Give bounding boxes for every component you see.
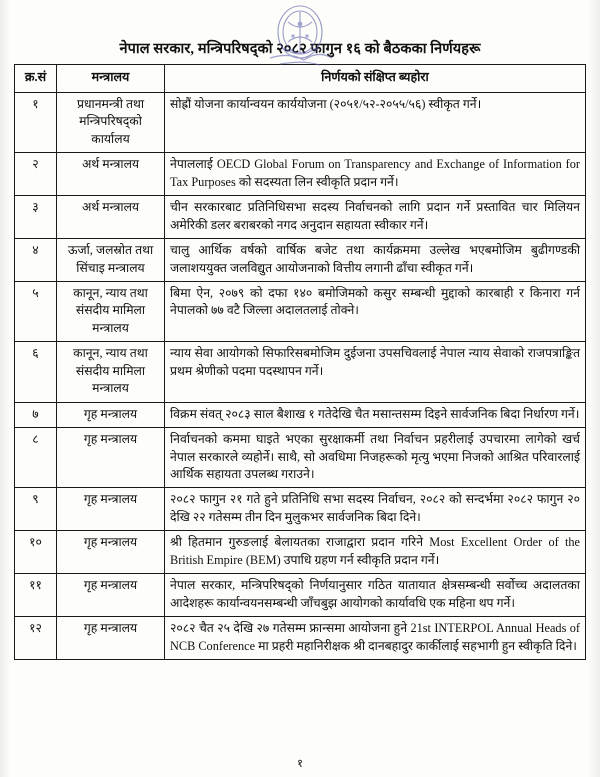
row-decision: विक्रम संवत् २०८३ साल बैशाख १ गतेदेखि चैत मसान्तसम्म दिइने सार्वजनिक बिदा निर्धारण गर्ने। — [165, 402, 586, 427]
row-decision: २०८२ फागुन २१ गते हुने प्रतिनिधि सभा सदस्य निर्वाचन, २०८२ को सन्दर्भमा २०८२ फागुन २० देखि २२ गतेसम्म तीन दिन मुलुकभर सार्वजनिक बिदा दिने। — [165, 488, 586, 531]
row-ministry: गृह मन्त्रालय — [57, 574, 165, 617]
table-row — [15, 428, 586, 488]
table-row — [15, 617, 586, 660]
row-serial: ८ — [15, 428, 57, 488]
column-header-ministry: मन्त्रालय — [57, 65, 165, 93]
row-decision: न्याय सेवा आयोगको सिफारिसबमोजिम दुईजना उपसचिवलाई नेपाल न्याय सेवाको राजपत्राङ्कित प्रथम श्रेणीको पदमा पदस्थापन गर्ने। — [165, 342, 586, 402]
decisions-table — [14, 64, 586, 660]
row-ministry: ऊर्जा, जलस्रोत तथा सिंचाइ मन्त्रालय — [57, 239, 165, 282]
row-ministry: अर्थ मन्त्रालय — [57, 153, 165, 196]
row-ministry: गृह मन्त्रालय — [57, 488, 165, 531]
row-serial: ११ — [15, 574, 57, 617]
table-row — [15, 92, 586, 152]
row-serial: ५ — [15, 281, 57, 341]
row-decision: चालु आर्थिक वर्षको वार्षिक बजेट तथा कार्यक्रममा उल्लेख भएबमोजिम बुढीगण्डकी जलाशययुक्त जलविद्युत आयोजनाको वित्तीय लगानी ढाँचा स्वीकृत गर्ने। — [165, 239, 586, 282]
row-serial: ९ — [15, 488, 57, 531]
row-decision: नेपाल सरकार, मन्त्रिपरिषद्को निर्णयानुसार गठित यातायात क्षेत्रसम्बन्धी सर्वोच्च अदालतका आदेशहरू कार्यान्वयनसम्बन्धी जाँचबुझ आयोगको कार्यावधि एक महिना थप गर्ने। — [165, 574, 586, 617]
row-serial: ६ — [15, 342, 57, 402]
table-row — [15, 239, 586, 282]
table-row — [15, 402, 586, 427]
table-row — [15, 153, 586, 196]
row-decision: निर्वाचनको कममा घाइते भएका सुरक्षाकर्मी तथा निर्वाचन प्रहरीलाई उपचारमा लागेको खर्च नेपाल सरकारले व्यहोर्ने। साथै, सो अवधिमा निजहरूको मृत्यु भएमा निजको आश्रित परिवारलाई आर्थिक सहायता उपलब्ध गराउने। — [165, 428, 586, 488]
table-row — [15, 342, 586, 402]
table-row — [15, 531, 586, 574]
row-ministry: गृह मन्त्रालय — [57, 531, 165, 574]
column-header-decision: निर्णयको संक्षिप्त ब्यहोरा — [165, 65, 586, 93]
row-decision: श्री हितमान गुरुङलाई बेलायतका राजाद्वारा प्रदान गरिने Most Excellent Order of the British Empire (BEM) उपाधि ग्रहण गर्न स्वीकृति प्रदान गर्ने। — [165, 531, 586, 574]
table-row — [15, 488, 586, 531]
row-ministry: अर्थ मन्त्रालय — [57, 196, 165, 239]
page-title: नेपाल सरकार, मन्त्रिपरिषद्को २०८२ फागुन १६ को बैठकका निर्णयहरू — [119, 41, 481, 57]
row-serial: २ — [15, 153, 57, 196]
table-row — [15, 196, 586, 239]
row-serial: १२ — [15, 617, 57, 660]
table-row — [15, 574, 586, 617]
table-header-row — [15, 65, 586, 93]
row-decision: नेपाललाई OECD Global Forum on Transparency and Exchange of Information for Tax Purposes को सदस्यता लिन स्वीकृति प्रदान गर्ने। — [165, 153, 586, 196]
row-serial: १० — [15, 531, 57, 574]
row-decision: २०८२ चैत २५ देखि २७ गतेसम्म फ्रान्समा आयोजना हुने 21st INTERPOL Annual Heads of NCB Conference मा प्रहरी महानिरीक्षक श्री दानबहादुर कार्कीलाई सहभागी हुन स्वीकृति दिने। — [165, 617, 586, 660]
row-ministry: कानून, न्याय तथा संसदीय मामिला मन्त्रालय — [57, 342, 165, 402]
column-header-serial: क्र.सं — [15, 65, 57, 93]
row-serial: ७ — [15, 402, 57, 427]
row-ministry: गृह मन्त्रालय — [57, 428, 165, 488]
row-decision: बिमा ऐन, २०७९ को दफा १४० बमोजिमको कसुर सम्बन्धी मुद्दाको कारबाही र किनारा गर्न नेपालको ७७ वटै जिल्ला अदालतलाई तोक्ने। — [165, 281, 586, 341]
page-number: १ — [297, 758, 303, 770]
row-decision: चीन सरकारबाट प्रतिनिधिसभा सदस्य निर्वाचनको लागि प्रदान गर्ने प्रस्तावित चार मिलियन अमेरिकी डलर बराबरको नगद अनुदान सहायता स्वीकार गर्ने। — [165, 196, 586, 239]
row-ministry: कानून, न्याय तथा संसदीय मामिला मन्त्रालय — [57, 281, 165, 341]
row-ministry: गृह मन्त्रालय — [57, 617, 165, 660]
table-row — [15, 281, 586, 341]
row-serial: १ — [15, 92, 57, 152]
row-decision: सोह्रौं योजना कार्यान्वयन कार्ययोजना (२०५१/५२-२०५५/५६) स्वीकृत गर्ने। — [165, 92, 586, 152]
row-serial: ३ — [15, 196, 57, 239]
row-ministry: प्रधानमन्त्री तथा मन्त्रिपरिषद्को कार्यालय — [57, 92, 165, 152]
row-serial: ४ — [15, 239, 57, 282]
government-seal-icon — [240, 2, 360, 68]
row-ministry: गृह मन्त्रालय — [57, 402, 165, 427]
